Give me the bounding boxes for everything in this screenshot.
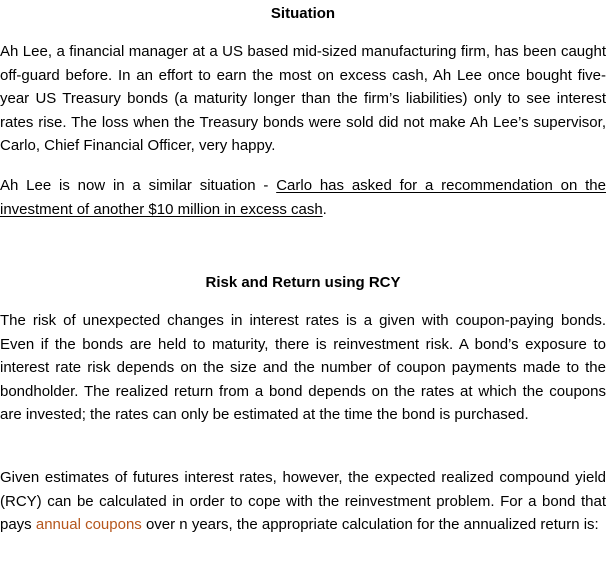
rcy-paragraph xyxy=(0,466,606,537)
rcy-lead-text: Given estimates of futures interest rates, however, the expected realized compound yield (RCY) can be calculated in order to cope with the reinvestment problem. For a bond that pays xyxy=(0,469,606,534)
request-underlined-text: Carlo has asked for a recommendation on the investment of another $10 million in excess cash xyxy=(0,177,606,218)
risk-paragraph: The risk of unexpected changes in interest rates is a given with coupon-paying bonds. Even if the bonds are held to maturity, there is reinvestment risk. A bond’s exposure to interest rate risk depends on the size and the number of coupon payments made to the bondholder. The realized return from a bond depends on the rates at which the coupons are invested; the rates can only be estimated at the time the bond is purchased. xyxy=(0,312,606,424)
rcy-end-text: over n years, the appropriate calculation for the annualized return is: xyxy=(141,516,599,534)
request-lead-text: Ah Lee is now in a similar situation - xyxy=(0,177,277,194)
request-end-text: . xyxy=(322,200,327,218)
situation-paragraph: Ah Lee, a financial manager at a US based mid-sized manufacturing firm, has been caught off-guard before. In an effort to earn the most on excess cash, Ah Lee once bought five-year US Treasury bonds (a maturity longer than the firm’s liabilities) only to see interest rates rise. The loss when the Treasury bonds were sold did not make Ah Lee’s supervisor, Carlo, Chief Financial Officer, very happy. xyxy=(0,43,606,155)
situation-heading: Situation xyxy=(270,5,336,22)
annual-coupons-term: annual coupons xyxy=(35,516,142,534)
risk-return-heading: Risk and Return using RCY xyxy=(205,274,401,291)
situation-request-paragraph xyxy=(0,174,606,221)
